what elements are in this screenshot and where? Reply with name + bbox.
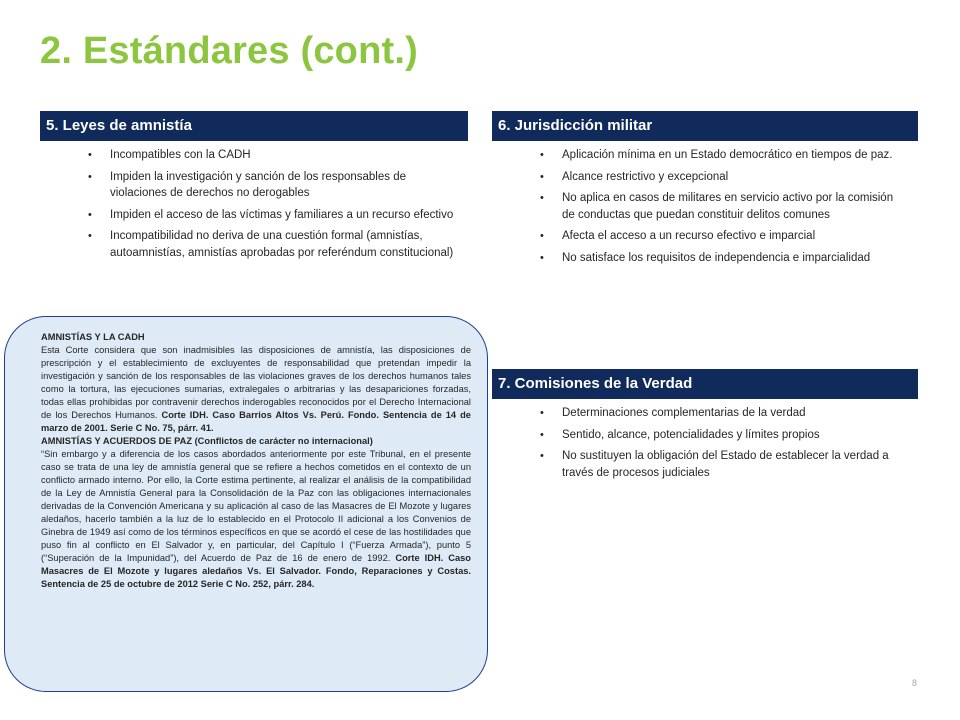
verdad-list — [540, 405, 908, 486]
list-item: • Impiden la investigación y sanción de los responsables de violaciones de derechos no derogables — [88, 169, 464, 202]
section-header-militar: 6. Jurisdicción militar — [492, 111, 918, 141]
list-item: • No aplica en casos de militares en servicio activo por la comisión de conductas que puedan constituir delitos comunes — [540, 190, 908, 223]
callout-heading-cadh: AMNISTÍAS Y LA CADH — [41, 332, 145, 342]
list-item: • Afecta el acceso a un recurso efectivo e imparcial — [540, 228, 908, 245]
list-item: • No sustituyen la obligación del Estado de establecer la verdad a través de procesos judiciales — [540, 448, 908, 481]
callout-paragraph-cadh — [41, 344, 471, 435]
callout-text-paz: “Sin embargo y a diferencia de los casos abordados anteriormente por este Tribunal, en el presente caso se trata de una ley de amnistía general que se refiere a hechos cometidos en el contexto de un conflicto armado interno. Por ello, la Corte estima pertinente, al realizar el análisis de la compatibilidad de la Ley de Amnistía General para la Consolidación de la Paz con las obligaciones internacionales derivadas de la Convención Americana y su aplicación al caso de las Masacres de El Mozote y lugares aledaños, hacerlo también a la luz de lo establecido en el Protocolo II adicional a los Convenios de Ginebra de 1949 así como de los términos específicos en que se acordó el cese de las hostilidades que puso fin al conflicto en El Salvador y, en particular, del Capítulo I (“Fuerza Armada”), punto 5 (“Superación de la Impunidad”), del Acuerdo de Paz de 16 de enero de 1992. — [41, 449, 471, 563]
list-item: • Sentido, alcance, potencialidades y límites propios — [540, 427, 908, 444]
callout-text-cadh: Esta Corte considera que son inadmisibles las disposiciones de amnistía, las disposiciones de prescripción y el establecimiento de excluyentes de responsabilidad que pretendan impedir la investigación y sanción de los responsables de las violaciones graves de los derechos humanos tales como la tortura, las ejecuciones sumarias, extralegales o arbitrarias y las desapariciones forzadas, todas ellas prohibidas por contravenir derechos inderogables reconocidos por el Derecho Internacional de los Derechos Humanos. — [41, 345, 471, 420]
section-header-amnistia: 5. Leyes de amnistía — [40, 111, 468, 141]
page-number: 8 — [912, 678, 918, 688]
amnistia-list — [88, 147, 464, 266]
callout-citation-mozote: Corte IDH. Caso Masacres de El Mozote y lugares aledaños Vs. El Salvador. Fondo, Reparaciones y Costas. Sentencia de 25 de octubre de 2012 Serie C No. 252, párr. 284. — [41, 553, 471, 589]
section-header-verdad: 7. Comisiones de la Verdad — [492, 369, 918, 399]
list-item: • Aplicación mínima en un Estado democrático en tiempos de paz. — [540, 147, 908, 164]
callout-paragraph-paz — [41, 448, 471, 591]
list-item: • Impiden el acceso de las víctimas y familiares a un recurso efectivo — [88, 207, 464, 224]
page-title: 2. Estándares (cont.) — [40, 30, 418, 72]
list-item: • Incompatibilidad no deriva de una cuestión formal (amnistías, autoamnistías, amnistías aprobadas por referéndum constitucional) — [88, 228, 464, 261]
callout-heading-paz: AMNISTÍAS Y ACUERDOS DE PAZ (Conflictos de carácter no internacional) — [41, 436, 373, 446]
list-item: • No satisface los requisitos de independencia e imparcialidad — [540, 250, 908, 267]
callout-citation-barrios-altos: Corte IDH. Caso Barrios Altos Vs. Perú. Fondo. Sentencia de 14 de marzo de 2001. Serie C No. 75, párr. 41. — [41, 410, 471, 433]
jurisprudence-callout — [4, 316, 488, 692]
list-item: • Alcance restrictivo y excepcional — [540, 169, 908, 186]
list-item: • Incompatibles con la CADH — [88, 147, 464, 164]
militar-list — [540, 147, 908, 271]
list-item: • Determinaciones complementarias de la verdad — [540, 405, 908, 422]
